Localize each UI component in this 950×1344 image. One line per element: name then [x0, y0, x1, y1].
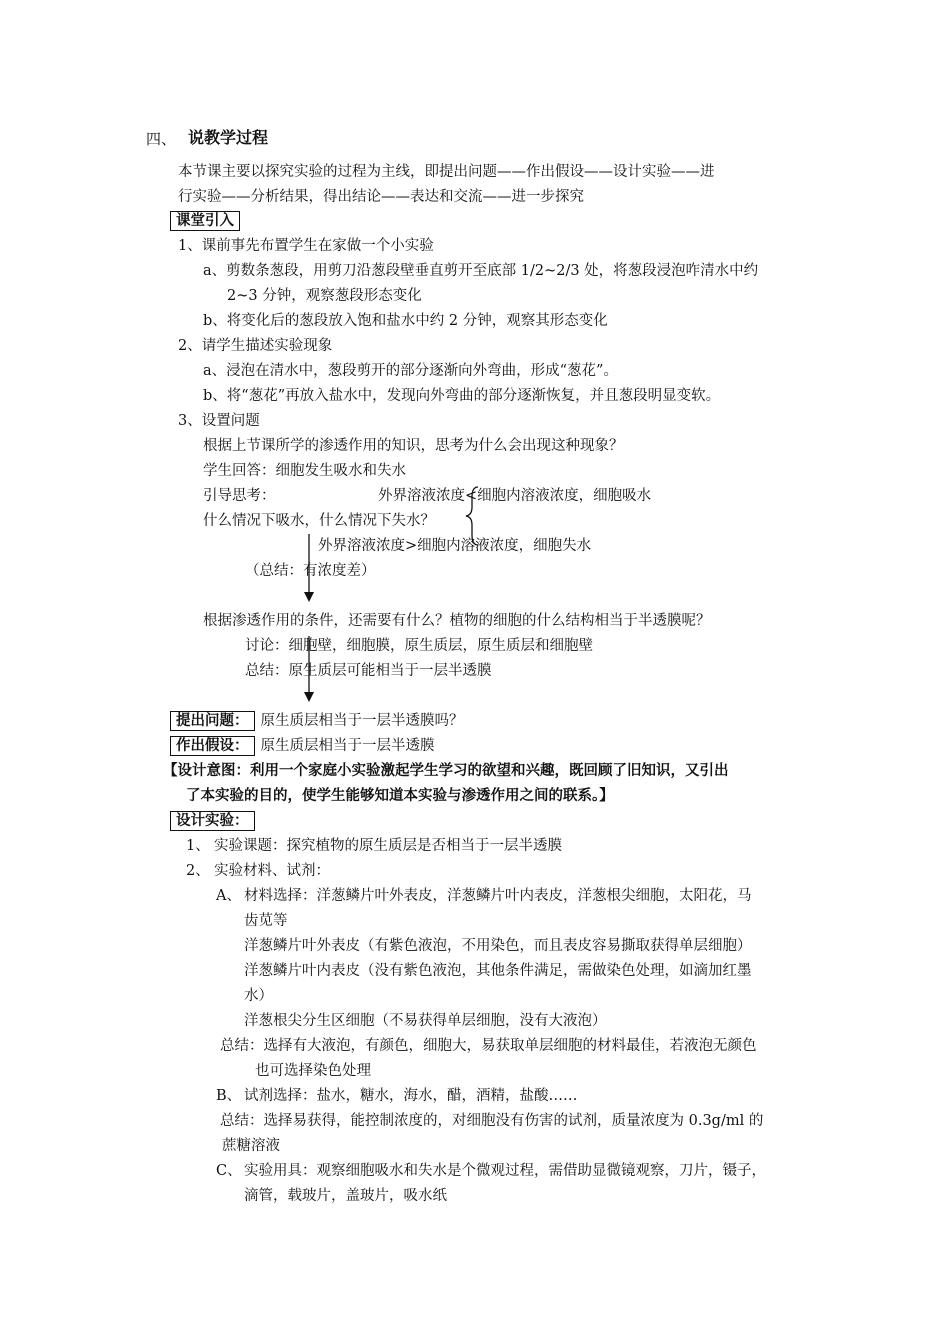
arrow-head-1: [304, 592, 314, 602]
hypothesis-text: 原生质层相当于一层半透膜: [260, 738, 435, 754]
design-intent-line2: 了本实验的目的，使学生能够知道本实验与渗透作用之间的联系。】: [186, 787, 614, 804]
step2-title: 2、请学生描述实验现象: [178, 338, 333, 354]
exp-A-line3: 洋葱鳞片叶外表皮（有紫色液泡，不用染色，而且表皮容易撕取获得单层细胞）: [244, 938, 752, 954]
question-row: [170, 711, 464, 731]
exp-A-line1: 材料选择：洋葱鳞片叶外表皮，洋葱鳞片叶内表皮，洋葱根尖细胞，太阳花，马: [244, 888, 752, 904]
guide-label: 引导思考：: [203, 488, 276, 504]
step1-title: 1、课前事先布置学生在家做一个小实验: [178, 238, 434, 254]
exp-C-line2: 滴管，载玻片，盖玻片，吸水纸: [244, 1188, 447, 1204]
case-lose: 外界溶液浓度>细胞内溶液浓度，细胞失水: [318, 538, 592, 554]
experiment-label: 设计实验：: [170, 811, 255, 831]
step3-question: 根据上节课所学的渗透作用的知识，思考为什么会出现这种现象？: [203, 438, 624, 454]
section-title: 说教学过程: [188, 128, 269, 147]
intro-line-2: 行实验——分析结果，得出结论——表达和交流——进一步探究: [178, 189, 584, 205]
exp-item2-text: 实验材料、试剂：: [214, 863, 330, 879]
section-number: 四、: [146, 130, 177, 148]
exp-B-summary1: 总结：选择易获得，能控制浓度的，对细胞没有伤害的试剂，质量浓度为 0.3g/ml 的: [220, 1113, 764, 1129]
guide-question: 什么情况下吸水，什么情况下失水？: [203, 513, 435, 529]
case-absorb: 外界溶液浓度<细胞内溶液浓度，细胞吸水: [378, 488, 652, 504]
exp-A-summary1: 总结：选择有大液泡，有颜色，细胞大，易获取单层细胞的材料最佳，若液泡无颜色: [220, 1038, 757, 1054]
exp-C-num: C、: [216, 1163, 242, 1179]
exp-C-line1: 实验用具：观察细胞吸水和失水是个微观过程，需借助显微镜观察，刀片，镊子，: [244, 1163, 766, 1179]
hypothesis-row: [170, 736, 435, 756]
step3-question-2: 根据渗透作用的条件，还需要有什么？植物的细胞的什么结构相当于半透膜呢？: [203, 613, 711, 629]
step1-a-line2: 2~3 分钟，观察葱段形态变化: [227, 288, 422, 304]
discussion: 讨论：细胞壁，细胞膜，原生质层，原生质层和细胞壁: [245, 638, 593, 654]
exp-B-summary2: 蔗糖溶液: [222, 1138, 280, 1154]
step1-b: b、将变化后的葱段放入饱和盐水中约 2 分钟，观察其形态变化: [203, 313, 608, 329]
exp-B-line1: 试剂选择：盐水，糖水，海水，醋，酒精，盐酸……: [244, 1088, 578, 1104]
intro-line-1: 本节课主要以探究实验的过程为主线，即提出问题——作出假设——设计实验——进: [178, 164, 715, 180]
exp-A-line5: 水）: [244, 988, 273, 1004]
exp-B-num: B、: [216, 1088, 242, 1104]
student-answer: 学生回答：细胞发生吸水和失水: [203, 463, 406, 479]
exp-A-num: A、: [216, 888, 241, 904]
hypothesis-label: 作出假设：: [170, 736, 255, 756]
exp-item2-num: 2、: [186, 863, 210, 879]
step2-b: b、将“葱花”再放入盐水中，发现向外弯曲的部分逐渐恢复，并且葱段明显变软。: [203, 388, 721, 404]
summary-concentration: （总结：有浓度差）: [245, 563, 376, 579]
exp-A-line2: 齿苋等: [244, 913, 288, 929]
exp-A-line4: 洋葱鳞片叶内表皮（没有紫色液泡，其他条件满足，需做染色处理，如滴加红墨: [244, 963, 752, 979]
exp-A-line6: 洋葱根尖分生区细胞（不易获得单层细胞，没有大液泡）: [244, 1013, 607, 1029]
lead-in-label: 课堂引入: [170, 211, 240, 231]
step2-a: a、浸泡在清水中，葱段剪开的部分逐渐向外弯曲，形成“葱花”。: [203, 363, 618, 379]
exp-item1-num: 1、: [186, 838, 210, 854]
question-text: 原生质层相当于一层半透膜吗？: [260, 713, 464, 729]
exp-item1-text: 实验课题：探究植物的原生质层是否相当于一层半透膜: [214, 838, 562, 854]
brace-mark: [466, 487, 478, 545]
arrow-head-2: [304, 692, 314, 702]
question-label: 提出问题：: [170, 711, 255, 731]
summary-membrane: 总结：原生质层可能相当于一层半透膜: [245, 663, 492, 679]
design-intent-line1: 【设计意图：利用一个家庭小实验激起学生学习的欲望和兴趣，既回顾了旧知识，又引出: [163, 762, 729, 779]
exp-A-summary2: 也可选择染色处理: [255, 1063, 371, 1079]
step3-title: 3、设置问题: [178, 413, 260, 429]
step1-a-line1: a、剪数条葱段，用剪刀沿葱段壁垂直剪开至底部 1/2~2/3 处，将葱段浸泡咋清水中约: [203, 263, 759, 279]
